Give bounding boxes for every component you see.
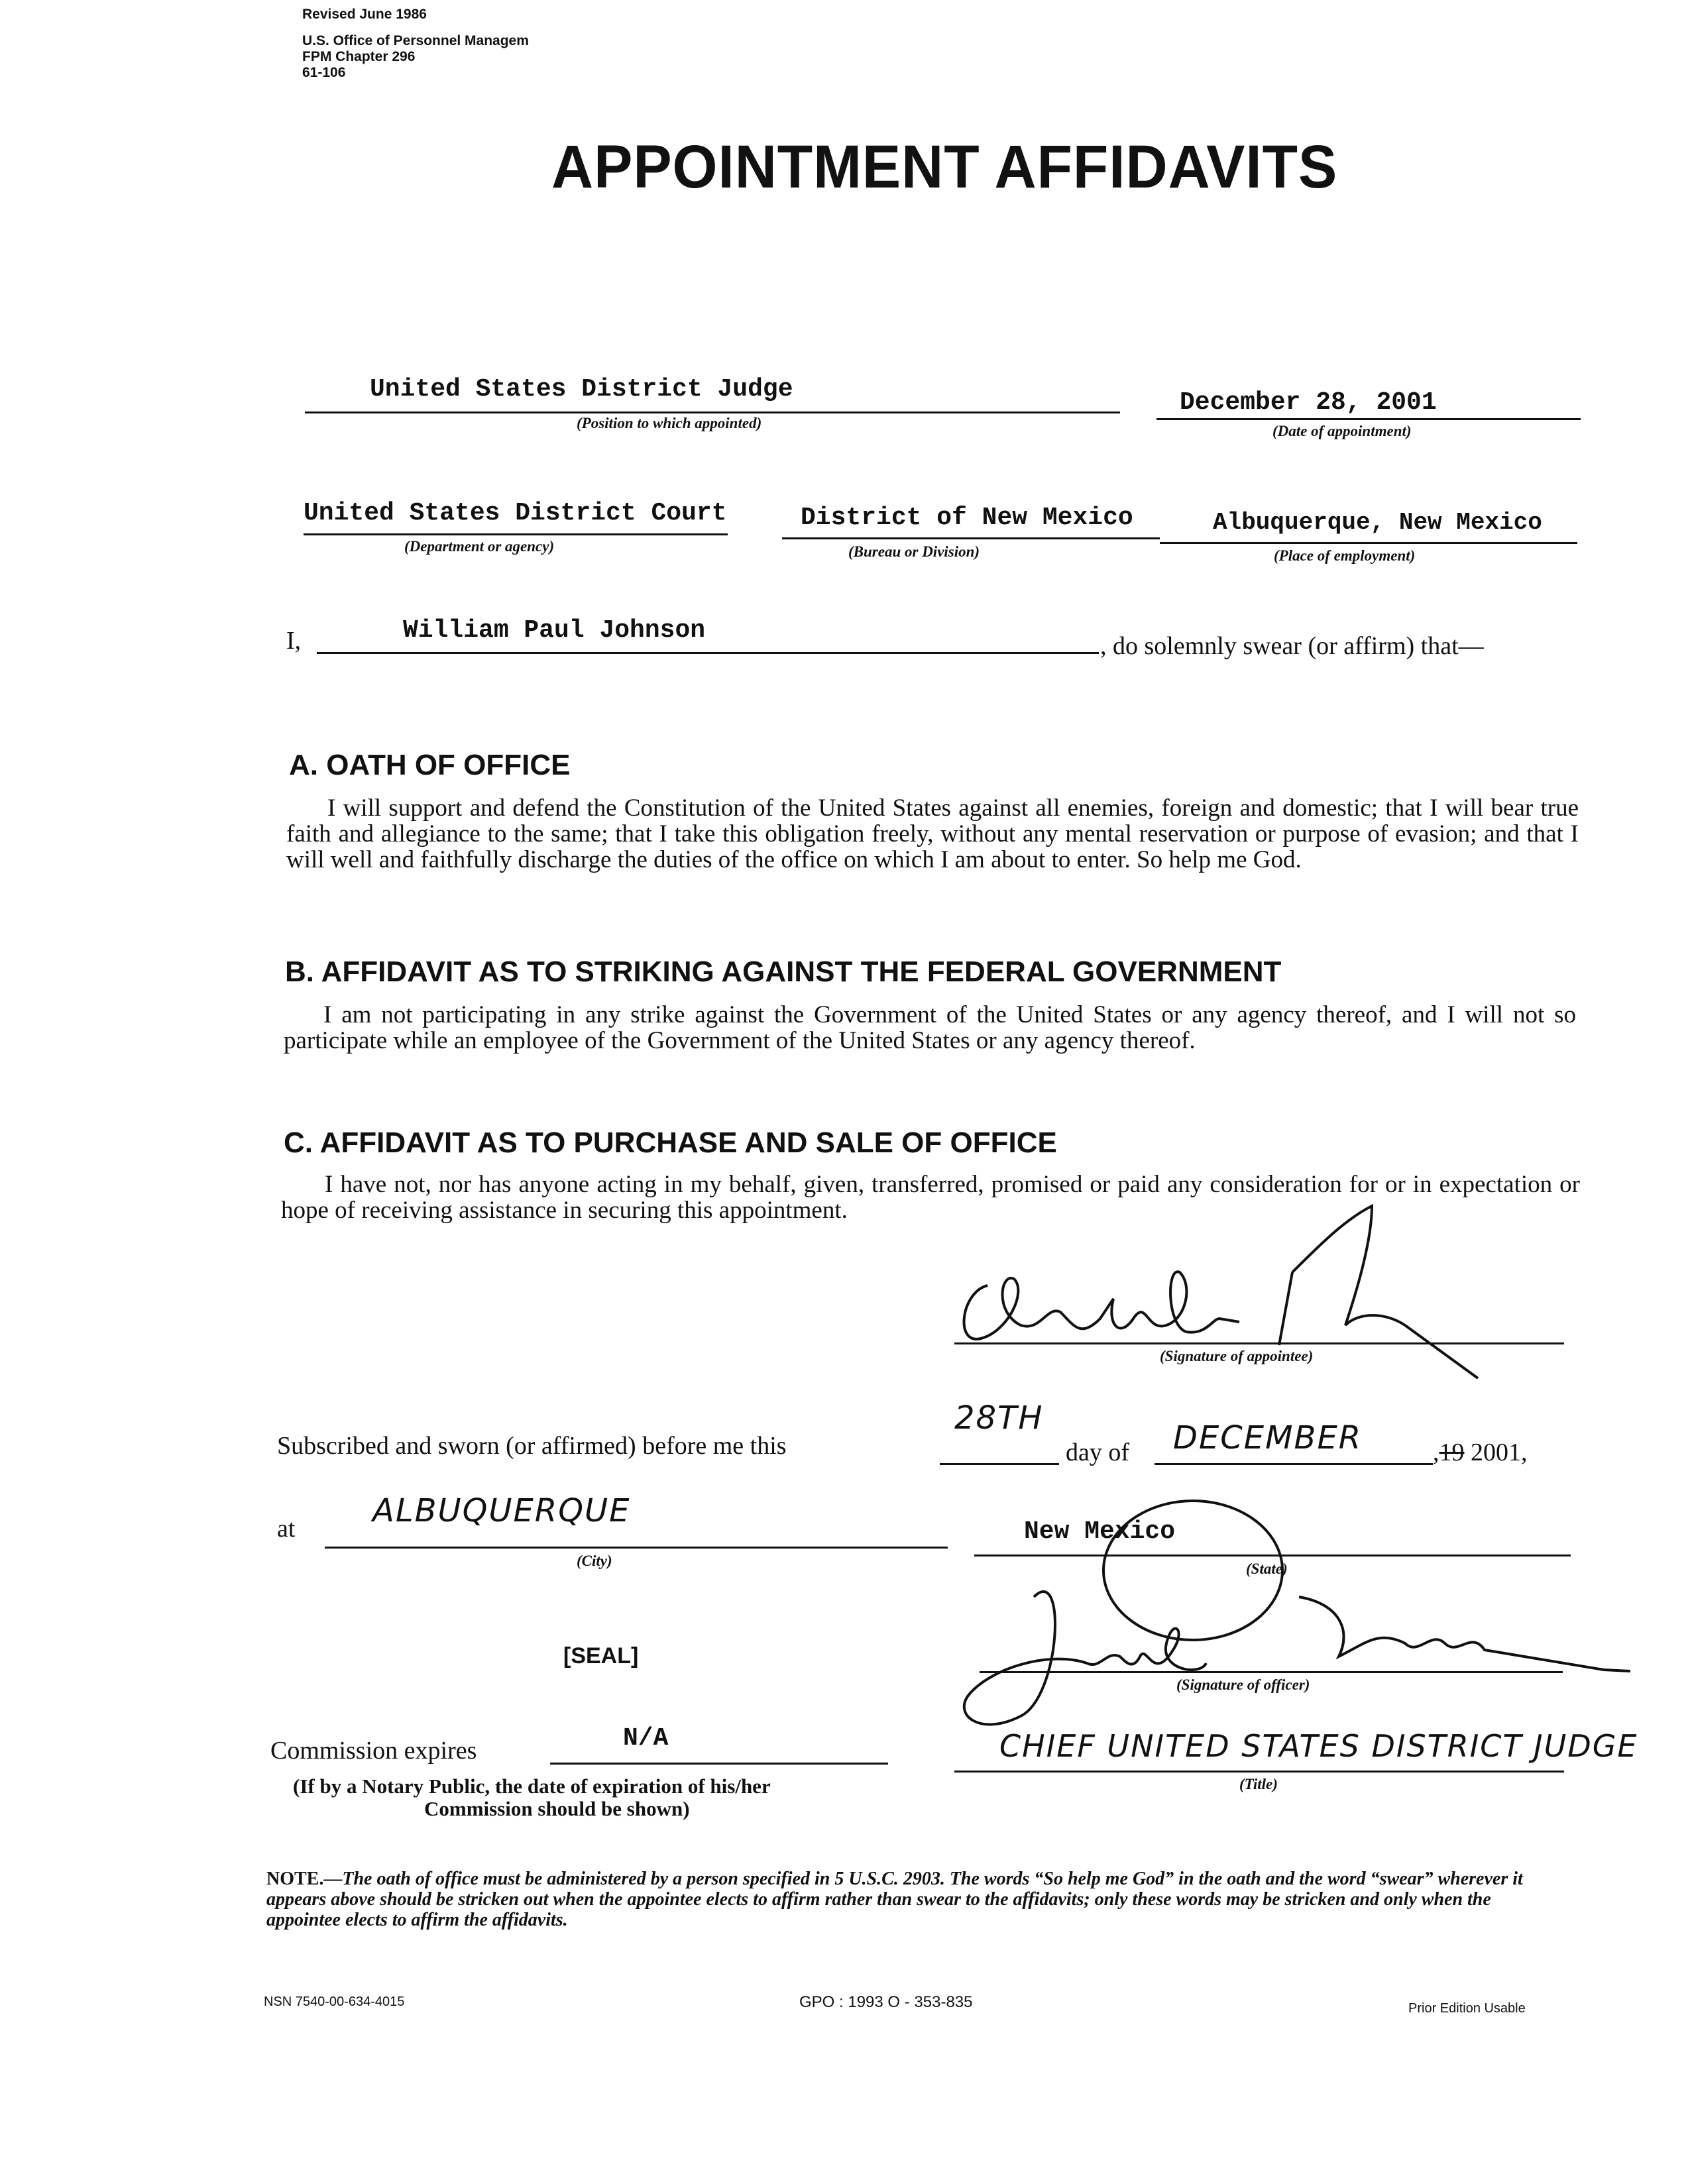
date-caption: (Date of appointment) — [1272, 423, 1412, 439]
department-caption: (Department or agency) — [404, 538, 555, 555]
position-value: United States District Judge — [370, 375, 793, 404]
officer-title-caption: (Title) — [1239, 1776, 1278, 1792]
prior-edition: Prior Edition Usable — [1408, 2001, 1526, 2016]
nsn-number: NSN 7540-00-634-4015 — [264, 1994, 405, 2009]
name-line — [317, 652, 1099, 654]
oath-prefix: I, — [286, 627, 302, 655]
section-c-text: I have not, nor has anyone acting in my behalf, given, transferred, promised or paid any consideration for or in expectation or hope of receiving assistance in securing this appointment. — [281, 1171, 1580, 1224]
date-of-appointment-value: December 28, 2001 — [1180, 388, 1437, 417]
note-label: NOTE.— — [266, 1869, 343, 1889]
page-title: APPOINTMENT AFFIDAVITS — [551, 133, 1338, 201]
place-line — [1160, 542, 1577, 544]
section-b-text: I am not participating in any strike against the Government of the United States or any agency thereof, and I will not so participate while an employee of the Government of the United States or any agency thereof. — [284, 1001, 1576, 1054]
position-line — [305, 411, 1120, 413]
section-a-text: I will support and defend the Constitution of the United States against all enemies, foreign and domestic; that I will bear true faith and allegiance to the same; that I take this obligation freely, without any mental reservation or purpose of evasion; and that I will well and faithfully discharge the duties of the office on which I am about to enter. So help me God. — [286, 794, 1579, 873]
state-caption: (State) — [1246, 1560, 1288, 1577]
bureau-value: District of New Mexico — [801, 504, 1133, 532]
commission-note-2: Commission should be shown) — [424, 1797, 690, 1820]
section-a-heading: A. OATH OF OFFICE — [289, 749, 571, 781]
officer-signature-caption: (Signature of officer) — [1176, 1676, 1310, 1693]
commission-value: N/A — [623, 1724, 669, 1753]
officer-signature — [941, 1498, 1637, 1763]
department-line — [304, 533, 728, 535]
commission-line — [550, 1763, 888, 1765]
date-line — [1156, 418, 1581, 420]
sworn-day: 28TH — [954, 1399, 1044, 1437]
appointee-signature-line — [954, 1342, 1564, 1344]
section-c-heading: C. AFFIDAVIT AS TO PURCHASE AND SALE OF OFFICE — [284, 1126, 1057, 1159]
appointee-name: William Paul Johnson — [403, 616, 706, 645]
bureau-caption: (Bureau or Division) — [848, 543, 980, 560]
place-value: Albuquerque, New Mexico — [1213, 509, 1542, 536]
fpm-chapter: FPM Chapter 296 — [302, 49, 416, 64]
day-label: day of — [1066, 1439, 1130, 1466]
officer-title-value: CHIEF UNITED STATES DISTRICT JUDGE — [999, 1728, 1638, 1764]
at-label: at — [277, 1515, 296, 1543]
department-value: United States District Court — [304, 499, 727, 527]
issuing-office: U.S. Office of Personnel Managem — [302, 33, 529, 48]
form-revision: Revised June 1986 — [302, 7, 427, 22]
appointee-signature-caption: (Signature of appointee) — [1160, 1348, 1314, 1364]
oath-suffix: , do solemnly swear (or affirm) that— — [1100, 632, 1484, 660]
sworn-prefix: Subscribed and sworn (or affirmed) before me this — [277, 1432, 787, 1460]
year-struck: 19 — [1439, 1439, 1465, 1466]
city-line — [325, 1547, 948, 1549]
gpo-number: GPO : 1993 O - 353-835 — [799, 1993, 973, 2011]
bureau-line — [782, 537, 1160, 539]
day-line — [940, 1463, 1059, 1465]
sworn-state: New Mexico — [1024, 1517, 1176, 1546]
month-line — [1155, 1463, 1433, 1465]
note-text: The oath of office must be administered by a person specified in 5 U.S.C. 2903. The words “So help me God” in the oath and the word “swear” wherever it appears above should be stricken out when the appointee elects to affirm rather than swear to the affidavits; only these words may be stricken and only when the appointee elects to affirm the affidavits. — [266, 1869, 1523, 1930]
sworn-month: DECEMBER — [1173, 1419, 1363, 1456]
title-line — [954, 1771, 1564, 1773]
seal-label: [SEAL] — [563, 1643, 639, 1668]
officer-signature-line — [980, 1671, 1563, 1673]
city-caption: (City) — [577, 1553, 612, 1569]
sworn-year: 2001 — [1471, 1439, 1521, 1466]
sworn-city: ALBUQUERQUE — [372, 1492, 631, 1529]
commission-label: Commission expires — [270, 1737, 477, 1765]
section-b-heading: B. AFFIDAVIT AS TO STRIKING AGAINST THE FEDERAL GOVERNMENT — [285, 956, 1282, 988]
note-block — [266, 1869, 1565, 1930]
form-code: 61-106 — [302, 65, 346, 80]
position-caption: (Position to which appointed) — [577, 415, 762, 431]
place-caption: (Place of employment) — [1274, 547, 1416, 564]
commission-note-1: (If by a Notary Public, the date of expiration of his/her — [293, 1774, 771, 1798]
